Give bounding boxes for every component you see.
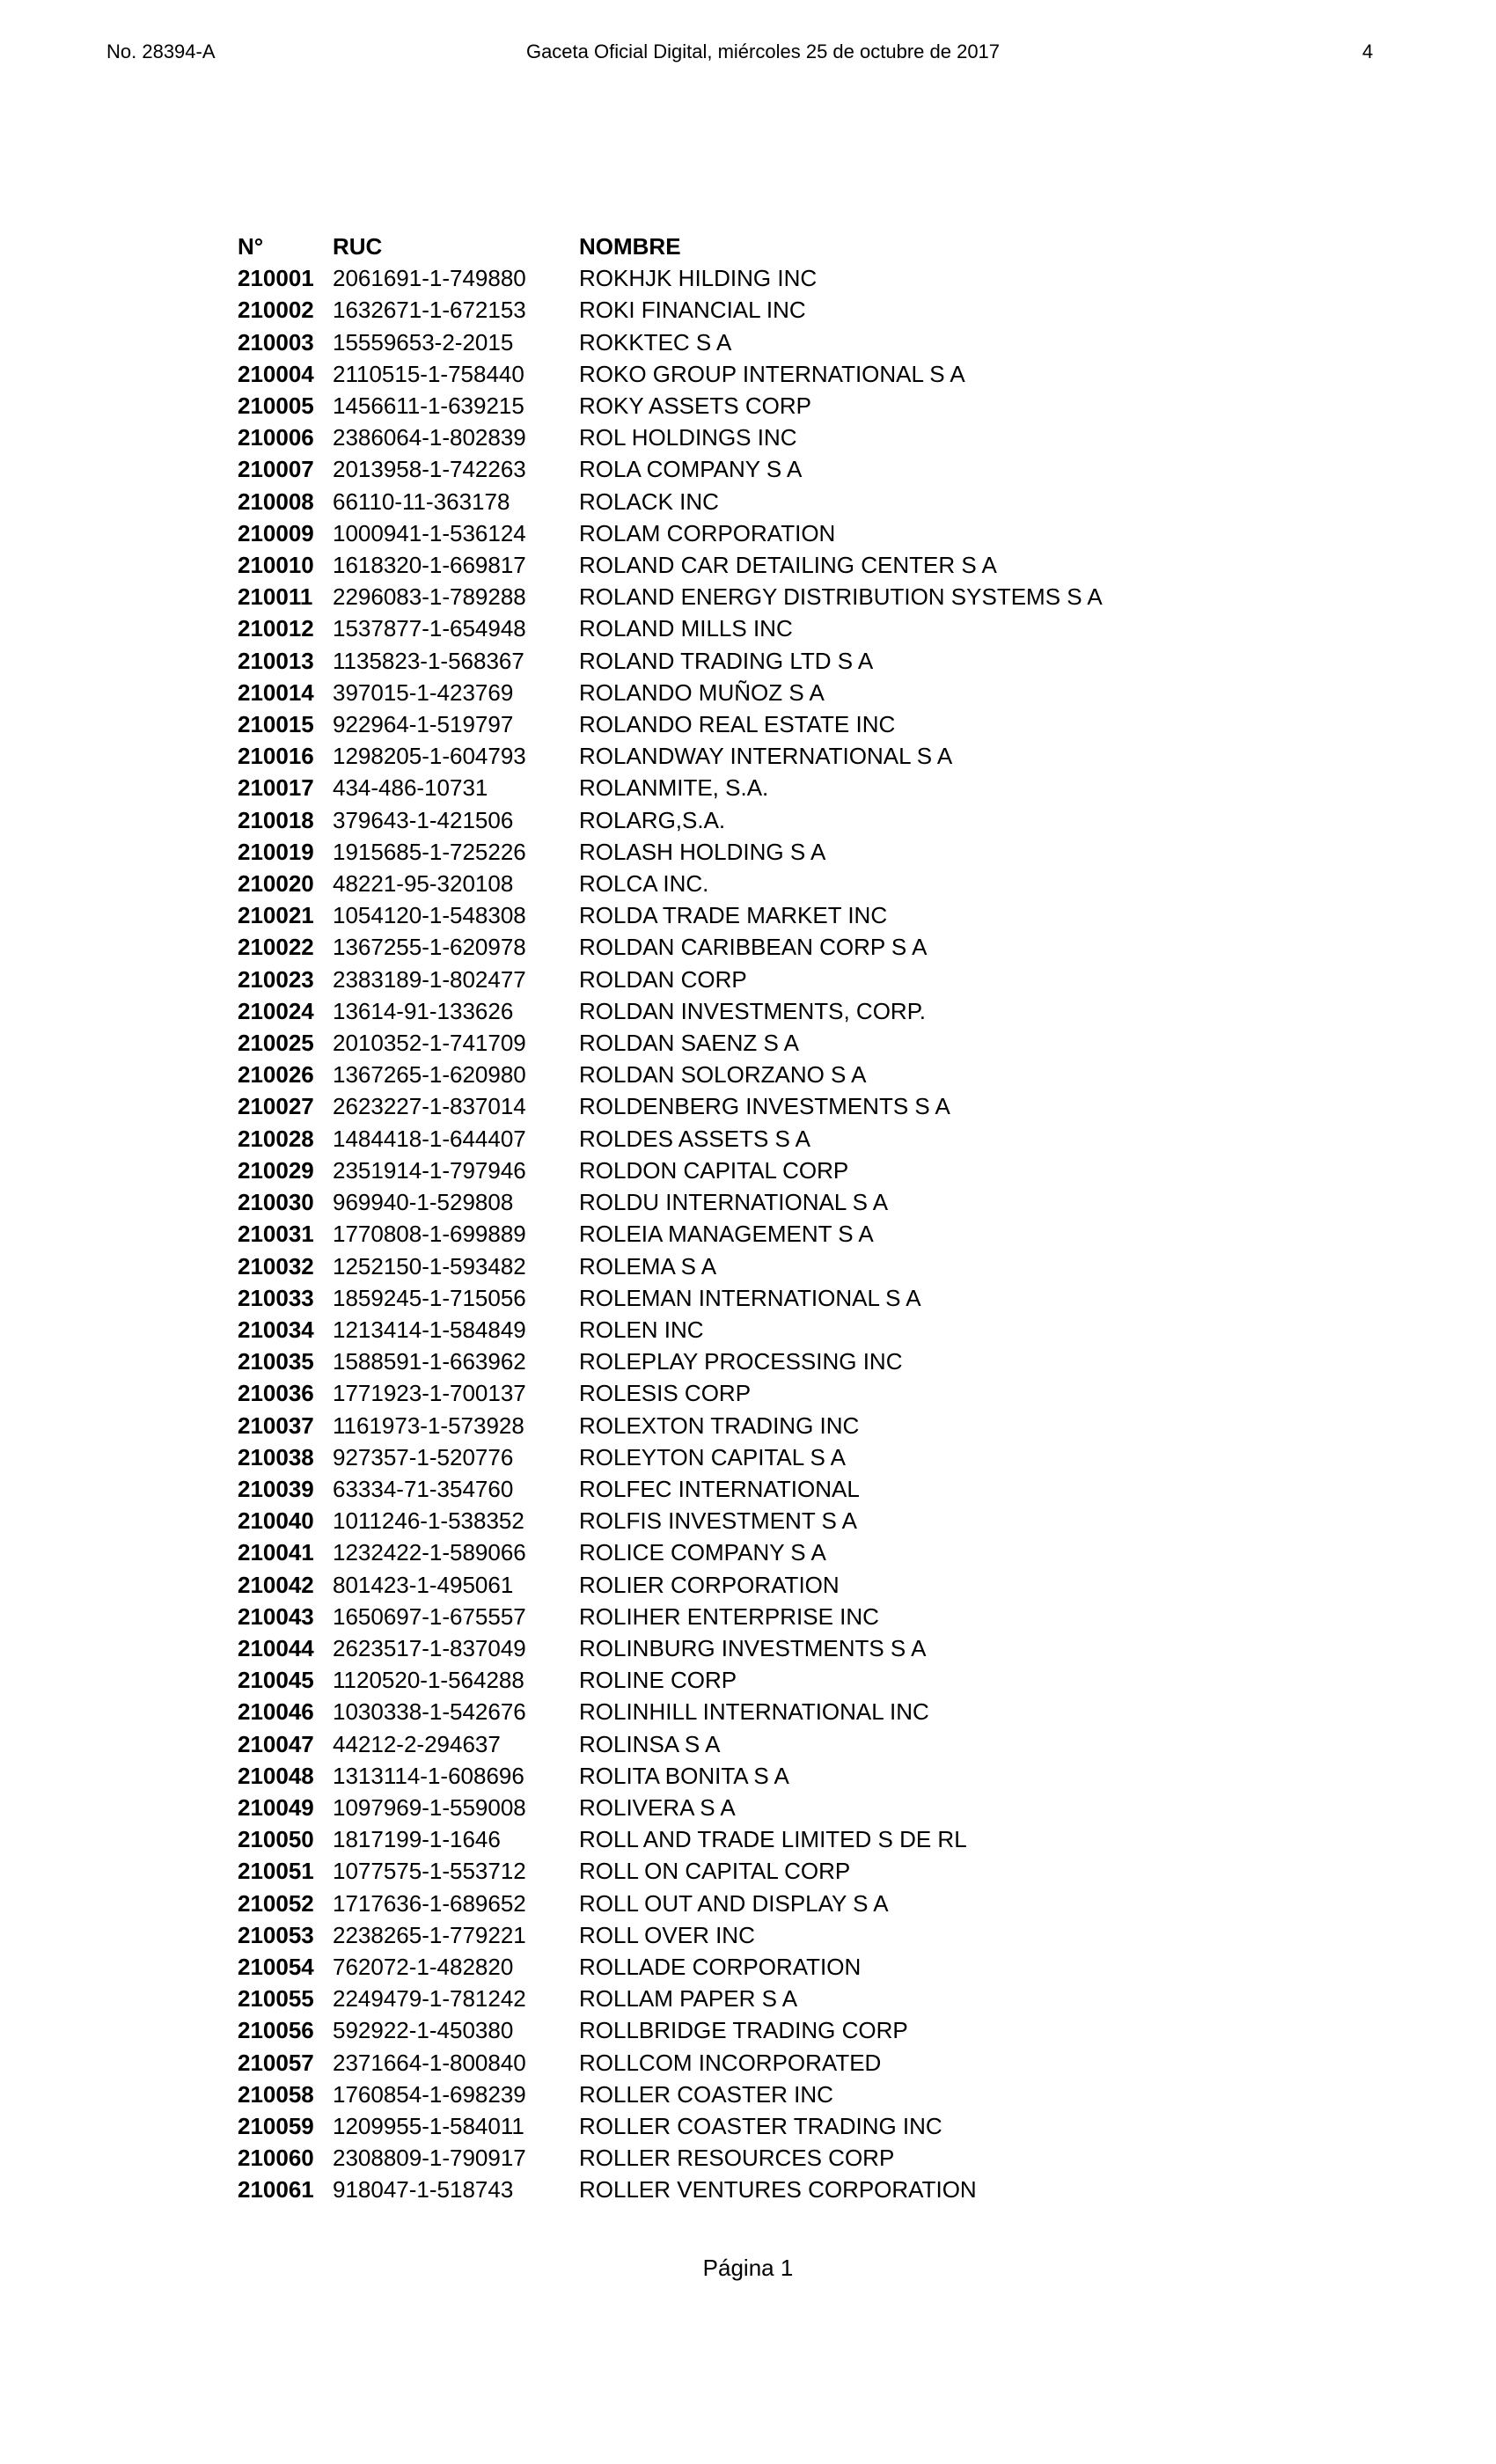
table-row — [238, 1186, 1195, 1218]
row-company-name: ROLLER VENTURES CORPORATION — [579, 2176, 977, 2204]
row-number: 210012 — [238, 615, 314, 642]
table-row — [238, 1760, 1195, 1792]
table-row — [238, 677, 1195, 708]
row-company-name: ROLEN INC — [579, 1316, 704, 1343]
row-number: 210043 — [238, 1602, 314, 1630]
row-company-name: ROLAND MILLS INC — [579, 615, 793, 642]
page-footer: Página 1 — [702, 2255, 794, 2281]
row-company-name: ROKY ASSETS CORP — [579, 392, 811, 420]
row-ruc: 762072-1-482820 — [333, 1953, 514, 1980]
row-ruc: 1770808-1-699889 — [333, 1221, 526, 1248]
row-ruc: 48221-95-320108 — [333, 870, 514, 898]
row-company-name: ROLANDO REAL ESTATE INC — [579, 711, 896, 738]
row-ruc: 1120520-1-564288 — [333, 1667, 524, 1694]
row-company-name: ROLANMITE, S.A. — [579, 774, 769, 802]
table-row — [238, 1059, 1195, 1090]
table-row — [238, 517, 1195, 549]
table-row — [238, 1090, 1195, 1122]
row-number: 210022 — [238, 934, 314, 961]
row-ruc: 1054120-1-548308 — [333, 902, 526, 929]
row-number: 210032 — [238, 1252, 314, 1280]
table-row — [238, 1410, 1195, 1441]
page-header — [0, 40, 1496, 67]
gazette-number: No. 28394-A — [106, 40, 216, 62]
row-number: 210047 — [238, 1730, 314, 1757]
row-company-name: ROLLER RESOURCES CORP — [579, 2145, 895, 2172]
table-row — [238, 1441, 1195, 1473]
row-number: 210048 — [238, 1762, 314, 1789]
table-row — [238, 486, 1195, 517]
table-row — [238, 262, 1195, 294]
row-company-name: ROKO GROUP INTERNATIONAL S A — [579, 360, 965, 387]
row-number: 210007 — [238, 456, 314, 483]
row-ruc: 434-486-10731 — [333, 774, 488, 802]
table-row — [238, 1792, 1195, 1823]
row-company-name: ROLDON CAPITAL CORP — [579, 1156, 849, 1184]
row-number: 210058 — [238, 2080, 314, 2108]
row-number: 210011 — [238, 583, 313, 611]
table-row — [238, 1027, 1195, 1059]
row-company-name: ROLAND CAR DETAILING CENTER S A — [579, 552, 997, 579]
row-company-name: ROLIHER ENTERPRISE INC — [579, 1602, 879, 1630]
row-number: 210005 — [238, 392, 314, 420]
row-number: 210035 — [238, 1348, 314, 1375]
row-company-name: ROLEPLAY PROCESSING INC — [579, 1348, 903, 1375]
row-number: 210055 — [238, 1985, 314, 2013]
row-number: 210034 — [238, 1316, 314, 1343]
table-header-row — [238, 231, 1195, 262]
row-ruc: 922964-1-519797 — [333, 711, 514, 738]
table-row — [238, 1282, 1195, 1314]
row-company-name: ROLINBURG INVESTMENTS S A — [579, 1634, 927, 1661]
table-row — [238, 1250, 1195, 1282]
table-row — [238, 1536, 1195, 1568]
row-ruc: 1135823-1-568367 — [333, 647, 524, 674]
row-ruc: 44212-2-294637 — [333, 1730, 501, 1757]
row-company-name: ROKHJK HILDING INC — [579, 265, 818, 292]
row-company-name: ROLL ON CAPITAL CORP — [579, 1858, 851, 1885]
row-ruc: 1000941-1-536124 — [333, 519, 526, 546]
row-ruc: 397015-1-423769 — [333, 678, 514, 706]
table-row — [238, 1728, 1195, 1760]
row-company-name: ROLDAN SOLORZANO S A — [579, 1061, 867, 1089]
row-company-name: ROLLBRIDGE TRADING CORP — [579, 2017, 908, 2044]
row-company-name: ROLEMA S A — [579, 1252, 717, 1280]
row-ruc: 2238265-1-779221 — [333, 1921, 526, 1948]
row-ruc: 66110-11-363178 — [333, 488, 510, 515]
row-number: 210006 — [238, 424, 314, 451]
row-ruc: 927357-1-520776 — [333, 1443, 514, 1470]
row-ruc: 2110515-1-758440 — [333, 360, 524, 387]
row-number: 210044 — [238, 1634, 314, 1661]
table-row — [238, 2047, 1195, 2079]
row-ruc: 1209955-1-584011 — [333, 2112, 524, 2139]
row-number: 210038 — [238, 1443, 314, 1470]
row-ruc: 2371664-1-800840 — [333, 2049, 526, 2076]
table-row — [238, 2174, 1195, 2205]
row-company-name: ROLITA BONITA S A — [579, 1762, 789, 1789]
row-number: 210029 — [238, 1156, 314, 1184]
row-number: 210052 — [238, 1889, 314, 1917]
table-row — [238, 1664, 1195, 1696]
table-row — [238, 1155, 1195, 1186]
row-company-name: ROL HOLDINGS INC — [579, 424, 797, 451]
table-row — [238, 1505, 1195, 1536]
row-ruc: 801423-1-495061 — [333, 1571, 514, 1598]
row-ruc: 1771923-1-700137 — [333, 1380, 526, 1407]
row-number: 210051 — [238, 1858, 314, 1885]
row-company-name: ROLA COMPANY S A — [579, 456, 803, 483]
table-row — [238, 804, 1195, 836]
row-company-name: ROLANDWAY INTERNATIONAL S A — [579, 743, 953, 770]
row-company-name: ROLLER COASTER INC — [579, 2080, 833, 2108]
row-ruc: 2010352-1-741709 — [333, 1030, 526, 1057]
row-ruc: 15559653-2-2015 — [333, 328, 514, 356]
row-ruc: 1030338-1-542676 — [333, 1698, 526, 1726]
row-number: 210008 — [238, 488, 314, 515]
row-number: 210023 — [238, 965, 314, 993]
row-company-name: ROLINE CORP — [579, 1667, 737, 1694]
row-number: 210004 — [238, 360, 314, 387]
row-company-name: ROLEIA MANAGEMENT S A — [579, 1221, 874, 1248]
table-row — [238, 1632, 1195, 1664]
row-number: 210046 — [238, 1698, 314, 1726]
row-number: 210028 — [238, 1125, 314, 1152]
row-ruc: 1760854-1-698239 — [333, 2080, 526, 2108]
row-ruc: 1232422-1-589066 — [333, 1539, 526, 1566]
table-row — [238, 2110, 1195, 2142]
row-company-name: ROLDU INTERNATIONAL S A — [579, 1189, 889, 1216]
row-number: 210020 — [238, 870, 314, 898]
row-number: 210009 — [238, 519, 314, 546]
row-ruc: 918047-1-518743 — [333, 2176, 514, 2204]
row-company-name: ROLL OUT AND DISPLAY S A — [579, 1889, 889, 1917]
row-company-name: ROLLAM PAPER S A — [579, 1985, 798, 2013]
row-company-name: ROLDES ASSETS S A — [579, 1125, 810, 1152]
table-row — [238, 326, 1195, 358]
row-number: 210001 — [238, 265, 314, 292]
row-ruc: 2296083-1-789288 — [333, 583, 526, 611]
row-number: 210026 — [238, 1061, 314, 1089]
table-row — [238, 899, 1195, 931]
table-row — [238, 549, 1195, 581]
row-number: 210040 — [238, 1507, 314, 1535]
column-header-ruc: RUC — [333, 233, 383, 260]
row-ruc: 1484418-1-644407 — [333, 1125, 526, 1152]
row-ruc: 2308809-1-790917 — [333, 2145, 526, 2172]
row-company-name: ROLAND TRADING LTD S A — [579, 647, 874, 674]
row-company-name: ROLAND ENERGY DISTRIBUTION SYSTEMS S A — [579, 583, 1103, 611]
row-number: 210015 — [238, 711, 314, 738]
row-number: 210010 — [238, 552, 314, 579]
table-row — [238, 1123, 1195, 1155]
row-number: 210053 — [238, 1921, 314, 1948]
table-row — [238, 422, 1195, 453]
row-ruc: 1915685-1-725226 — [333, 838, 526, 865]
row-ruc: 13614-91-133626 — [333, 997, 514, 1024]
table-row — [238, 1888, 1195, 1919]
table-row — [238, 2142, 1195, 2174]
row-company-name: ROLESIS CORP — [579, 1380, 752, 1407]
row-company-name: ROLICE COMPANY S A — [579, 1539, 826, 1566]
row-number: 210025 — [238, 1030, 314, 1057]
table-row — [238, 836, 1195, 868]
row-number: 210042 — [238, 1571, 314, 1598]
row-company-name: ROLDAN SAENZ S A — [579, 1030, 799, 1057]
table-row — [238, 964, 1195, 995]
table-body — [238, 262, 1195, 2205]
page-number: 4 — [1362, 40, 1374, 62]
row-ruc: 1632671-1-672153 — [333, 297, 526, 324]
row-number: 210041 — [238, 1539, 314, 1566]
row-ruc: 2249479-1-781242 — [333, 1985, 526, 2013]
table-row — [238, 1377, 1195, 1409]
row-company-name: ROLCA INC. — [579, 870, 709, 898]
row-number: 210039 — [238, 1475, 314, 1502]
row-ruc: 1367255-1-620978 — [333, 934, 526, 961]
row-number: 210019 — [238, 838, 314, 865]
table-row — [238, 645, 1195, 677]
row-number: 210036 — [238, 1380, 314, 1407]
row-number: 210016 — [238, 743, 314, 770]
row-company-name: ROLINSA S A — [579, 1730, 721, 1757]
row-ruc: 592922-1-450380 — [333, 2017, 514, 2044]
row-ruc: 1588591-1-663962 — [333, 1348, 526, 1375]
row-company-name: ROLDAN CORP — [579, 965, 747, 993]
row-ruc: 1650697-1-675557 — [333, 1602, 526, 1630]
table-row — [238, 1951, 1195, 1983]
row-company-name: ROLINHILL INTERNATIONAL INC — [579, 1698, 929, 1726]
table-row — [238, 390, 1195, 422]
row-company-name: ROLL OVER INC — [579, 1921, 755, 1948]
row-company-name: ROLAM CORPORATION — [579, 519, 836, 546]
row-ruc: 2061691-1-749880 — [333, 265, 526, 292]
row-ruc: 1097969-1-559008 — [333, 1793, 526, 1821]
table-row — [238, 2014, 1195, 2046]
row-ruc: 1077575-1-553712 — [333, 1858, 526, 1885]
row-number: 210003 — [238, 328, 314, 356]
table-row — [238, 453, 1195, 485]
gazette-title: Gaceta Oficial Digital, miércoles 25 de octubre de 2017 — [525, 40, 1001, 62]
row-number: 210031 — [238, 1221, 314, 1248]
table-row — [238, 1855, 1195, 1887]
row-company-name: ROLFIS INVESTMENT S A — [579, 1507, 857, 1535]
table-row — [238, 931, 1195, 963]
row-company-name: ROLARG,S.A. — [579, 806, 726, 833]
column-header-number: N° — [238, 233, 264, 260]
table-row — [238, 358, 1195, 390]
table-row — [238, 1919, 1195, 1951]
row-ruc: 63334-71-354760 — [333, 1475, 514, 1502]
table-row — [238, 581, 1195, 612]
row-number: 210045 — [238, 1667, 314, 1694]
row-company-name: ROLFEC INTERNATIONAL — [579, 1475, 860, 1502]
row-ruc: 1537877-1-654948 — [333, 615, 526, 642]
row-company-name: ROLDENBERG INVESTMENTS S A — [579, 1093, 950, 1120]
table-row — [238, 1473, 1195, 1505]
table-row — [238, 1346, 1195, 1377]
row-number: 210013 — [238, 647, 314, 674]
row-ruc: 1717636-1-689652 — [333, 1889, 526, 1917]
table-row — [238, 1218, 1195, 1250]
row-number: 210061 — [238, 2176, 314, 2204]
row-ruc: 1817199-1-1646 — [333, 1826, 501, 1853]
row-ruc: 2351914-1-797946 — [333, 1156, 526, 1184]
row-company-name: ROLDAN CARIBBEAN CORP S A — [579, 934, 928, 961]
row-company-name: ROLIER CORPORATION — [579, 1571, 840, 1598]
row-number: 210033 — [238, 1284, 314, 1311]
table-row — [238, 294, 1195, 326]
row-number: 210060 — [238, 2145, 314, 2172]
row-ruc: 1011246-1-538352 — [333, 1507, 524, 1535]
row-company-name: ROLL AND TRADE LIMITED S DE RL — [579, 1826, 967, 1853]
row-ruc: 2623517-1-837049 — [333, 1634, 526, 1661]
row-ruc: 1456611-1-639215 — [333, 392, 524, 420]
row-ruc: 1161973-1-573928 — [333, 1412, 524, 1439]
row-number: 210059 — [238, 2112, 314, 2139]
table-row — [238, 1696, 1195, 1727]
row-ruc: 379643-1-421506 — [333, 806, 514, 833]
row-company-name: ROKKTEC S A — [579, 328, 732, 356]
table-row — [238, 995, 1195, 1027]
company-registry-table — [238, 231, 1195, 2206]
row-company-name: ROLIVERA S A — [579, 1793, 736, 1821]
row-company-name: ROKI FINANCIAL INC — [579, 297, 806, 324]
row-number: 210002 — [238, 297, 314, 324]
row-ruc: 2623227-1-837014 — [333, 1093, 526, 1120]
row-number: 210014 — [238, 678, 314, 706]
row-ruc: 2386064-1-802839 — [333, 424, 526, 451]
table-row — [238, 612, 1195, 644]
table-row — [238, 740, 1195, 772]
row-ruc: 969940-1-529808 — [333, 1189, 514, 1216]
row-ruc: 1298205-1-604793 — [333, 743, 526, 770]
row-ruc: 1859245-1-715056 — [333, 1284, 526, 1311]
row-ruc: 2383189-1-802477 — [333, 965, 526, 993]
row-ruc: 1213414-1-584849 — [333, 1316, 526, 1343]
row-company-name: ROLEXTON TRADING INC — [579, 1412, 860, 1439]
row-number: 210049 — [238, 1793, 314, 1821]
row-ruc: 2013958-1-742263 — [333, 456, 526, 483]
row-company-name: ROLLADE CORPORATION — [579, 1953, 862, 1980]
table-row — [238, 1569, 1195, 1601]
row-company-name: ROLDAN INVESTMENTS, CORP. — [579, 997, 926, 1024]
row-company-name: ROLASH HOLDING S A — [579, 838, 826, 865]
table-row — [238, 708, 1195, 740]
row-number: 210037 — [238, 1412, 314, 1439]
row-number: 210018 — [238, 806, 314, 833]
row-number: 210056 — [238, 2017, 314, 2044]
table-row — [238, 1314, 1195, 1346]
table-row — [238, 1601, 1195, 1632]
row-company-name: ROLACK INC — [579, 488, 719, 515]
row-company-name: ROLEMAN INTERNATIONAL S A — [579, 1284, 921, 1311]
row-number: 210017 — [238, 774, 314, 802]
table-row — [238, 2079, 1195, 2110]
row-company-name: ROLANDO MUÑOZ S A — [579, 678, 825, 706]
row-company-name: ROLEYTON CAPITAL S A — [579, 1443, 846, 1470]
row-company-name: ROLDA TRADE MARKET INC — [579, 902, 888, 929]
column-header-name: NOMBRE — [579, 233, 681, 260]
row-number: 210054 — [238, 1953, 314, 1980]
row-company-name: ROLLCOM INCORPORATED — [579, 2049, 882, 2076]
row-number: 210030 — [238, 1189, 314, 1216]
table-row — [238, 1823, 1195, 1855]
row-number: 210021 — [238, 902, 314, 929]
row-company-name: ROLLER COASTER TRADING INC — [579, 2112, 942, 2139]
row-number: 210024 — [238, 997, 314, 1024]
row-number: 210050 — [238, 1826, 314, 1853]
table-row — [238, 868, 1195, 899]
table-row — [238, 772, 1195, 803]
row-ruc: 1618320-1-669817 — [333, 552, 526, 579]
row-ruc: 1367265-1-620980 — [333, 1061, 526, 1089]
row-number: 210027 — [238, 1093, 314, 1120]
row-ruc: 1313114-1-608696 — [333, 1762, 524, 1789]
row-ruc: 1252150-1-593482 — [333, 1252, 526, 1280]
row-number: 210057 — [238, 2049, 314, 2076]
table-row — [238, 1983, 1195, 2014]
